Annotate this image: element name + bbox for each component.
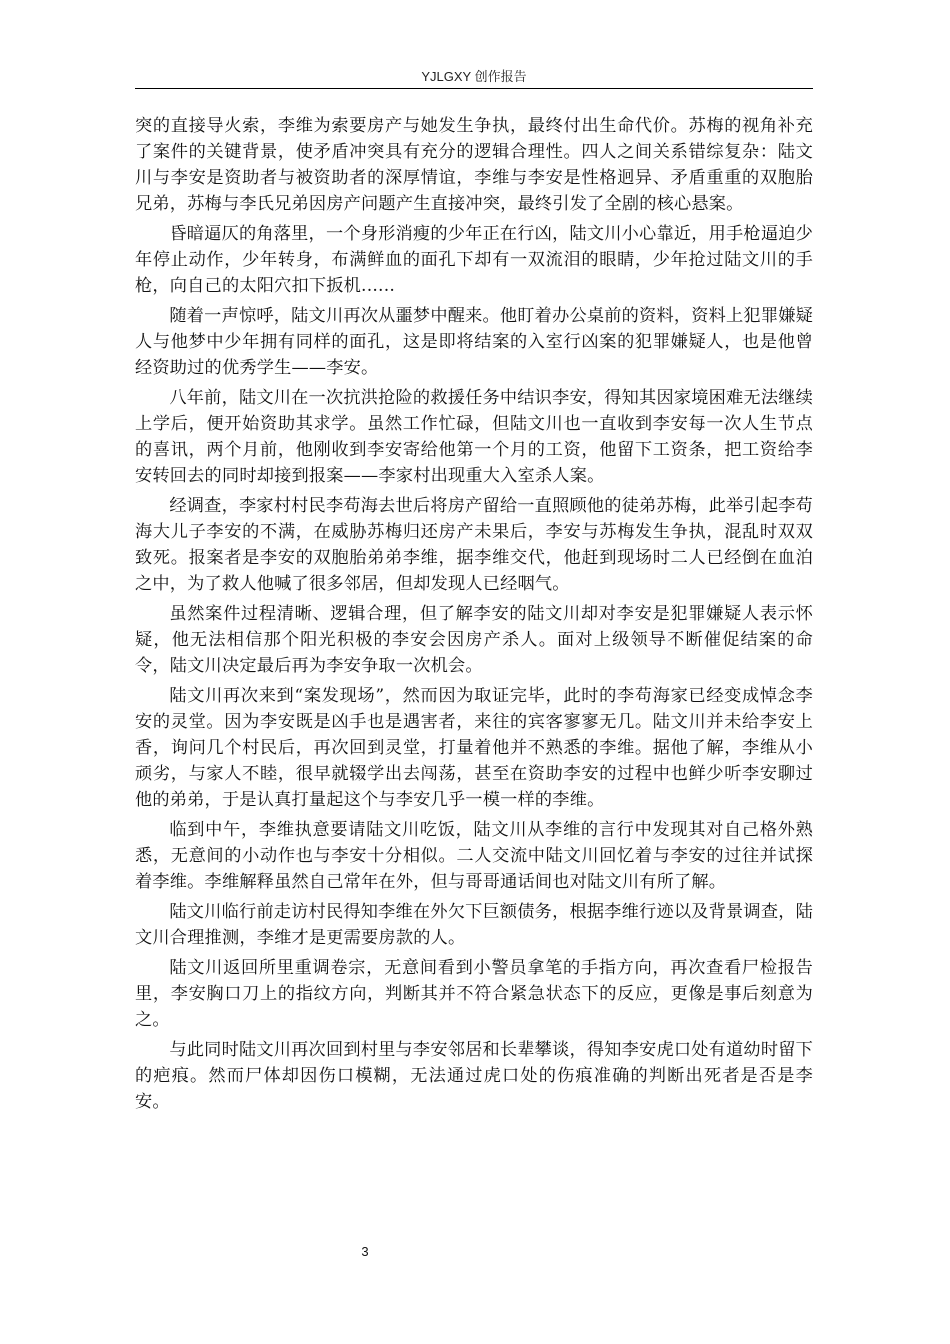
paragraph: 八年前，陆文川在一次抗洪抢险的救援任务中结识李安，得知其因家境困难无法继续上学后，便开始资助其求学。虽然工作忙碌，但陆文川也一直收到李安每一次人生节点的喜讯，两个月前，他刚收到李安寄给他第一个月的工资，他留下工资条，把工资给李安转回去的同时却接到报案——李家村出现重大入室杀人案。: [135, 388, 813, 486]
paragraph: 临到中午，李维执意要请陆文川吃饭，陆文川从李维的言行中发现其对自己格外熟悉，无意间的小动作也与李安十分相似。二人交流中陆文川回忆着与李安的过往并试探着李维。李维解释虽然自己常年在外，但与哥哥通话间也对陆文川有所了解。: [135, 820, 813, 892]
paragraph: 与此同时陆文川再次回到村里与李安邻居和长辈攀谈，得知李安虎口处有道幼时留下的疤痕。然而尸体却因伤口模糊，无法通过虎口处的伤痕准确的判断出死者是否是李安。: [135, 1040, 813, 1112]
paragraph: 虽然案件过程清晰、逻辑合理，但了解李安的陆文川却对李安是犯罪嫌疑人表示怀疑，他无法相信那个阳光积极的李安会因房产杀人。面对上级领导不断催促结案的命令，陆文川决定最后再为李安争取一次机会。: [135, 604, 813, 676]
paragraph: 昏暗逼仄的角落里，一个身形消瘦的少年正在行凶，陆文川小心靠近，用手枪逼迫少年停止动作，少年转身，布满鲜血的面孔下却有一双流泪的眼睛，少年抢过陆文川的手枪，向自己的太阳穴扣下扳机......: [135, 224, 813, 296]
paragraph: 陆文川临行前走访村民得知李维在外欠下巨额债务，根据李维行迹以及背景调查，陆文川合理推测，李维才是更需要房款的人。: [135, 902, 813, 948]
header-divider: [135, 88, 813, 89]
paragraph: 经调查，李家村村民李苟海去世后将房产留给一直照顾他的徒弟苏梅，此举引起李苟海大儿子李安的不满，在威胁苏梅归还房产未果后，李安与苏梅发生争执，混乱时双双致死。报案者是李安的双胞胎弟弟李维，据李维交代，他赶到现场时二人已经倒在血泊之中，为了救人他喊了很多邻居，但却发现人已经咽气。: [135, 496, 813, 594]
page-number: 3: [361, 1244, 369, 1259]
paragraph-continued: 突的直接导火索，李维为索要房产与她发生争执，最终付出生命代价。苏梅的视角补充了案件的关键背景，使矛盾冲突具有充分的逻辑合理性。四人之间关系错综复杂：陆文川与李安是资助者与被资助者的深厚情谊，李维与李安是性格迥异、矛盾重重的双胞胎兄弟，苏梅与李氏兄弟因房产问题产生直接冲突，最终引发了全剧的核心悬案。: [135, 116, 813, 214]
document-body: [135, 113, 813, 1119]
running-header: YJLGXY 创作报告: [421, 69, 527, 84]
paragraph: 陆文川再次来到“案发现场”，然而因为取证完毕，此时的李苟海家已经变成悼念李安的灵堂。因为李安既是凶手也是遇害者，来往的宾客寥寥无几。陆文川并未给李安上香，询问几个村民后，再次回到灵堂，打量着他并不熟悉的李维。据他了解，李维从小顽劣，与家人不睦，很早就辍学出去闯荡，甚至在资助李安的过程中也鲜少听李安聊过他的弟弟，于是认真打量起这个与李安几乎一模一样的李维。: [135, 686, 813, 810]
paragraph: 随着一声惊呼，陆文川再次从噩梦中醒来。他盯着办公桌前的资料，资料上犯罪嫌疑人与他梦中少年拥有同样的面孔，这是即将结案的入室行凶案的犯罪嫌疑人，也是他曾经资助过的优秀学生——李安。: [135, 306, 813, 378]
paragraph: 陆文川返回所里重调卷宗，无意间看到小警员拿笔的手指方向，再次查看尸检报告里，李安胸口刀上的指纹方向，判断其并不符合紧急状态下的反应，更像是事后刻意为之。: [135, 958, 813, 1030]
